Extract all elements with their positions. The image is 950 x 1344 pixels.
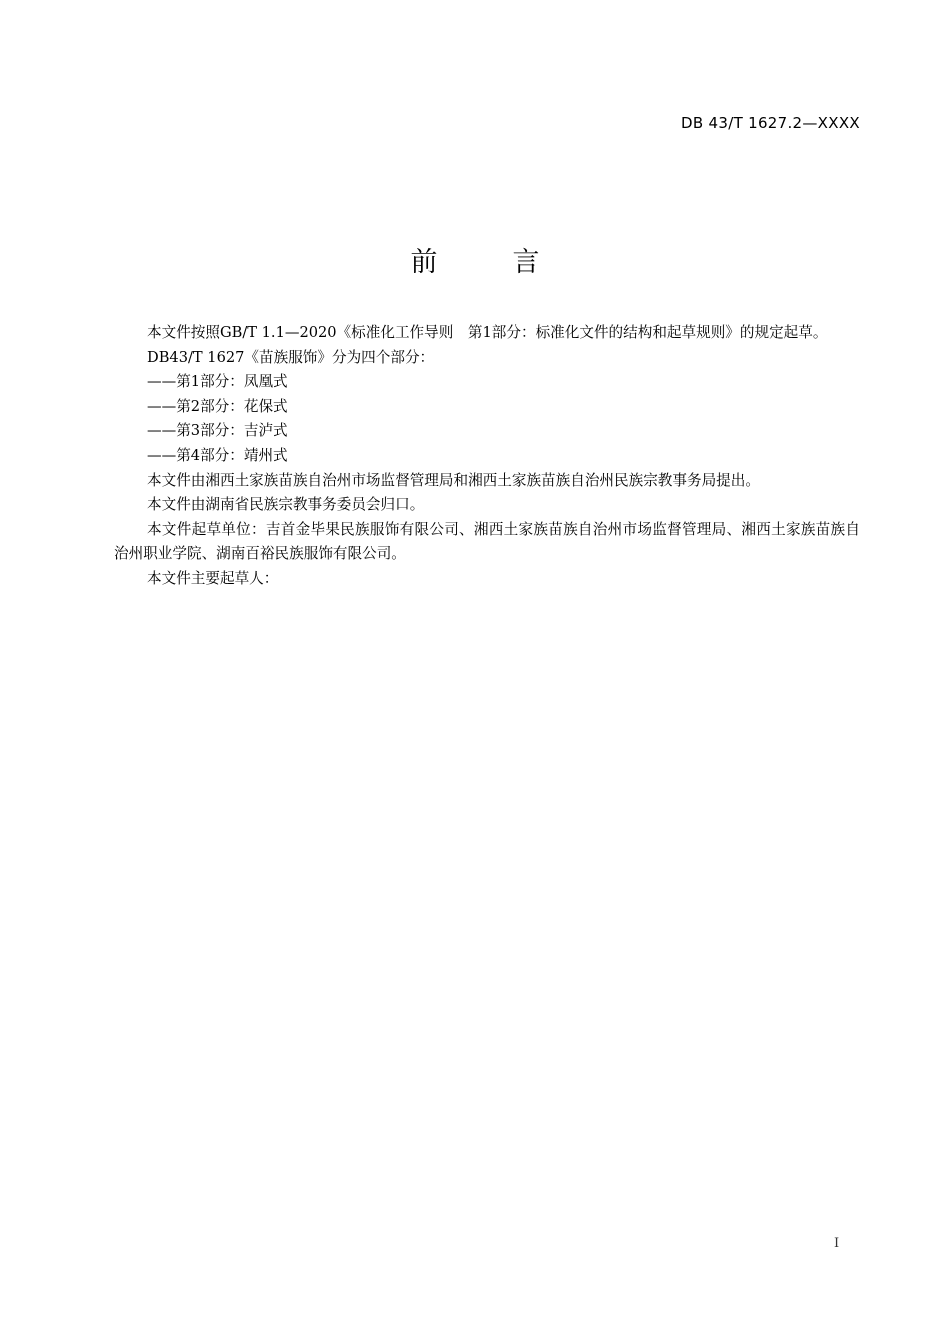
list-item-part-2: ——第2部分：花保式: [147, 397, 288, 415]
page-number: I: [834, 1236, 840, 1251]
paragraph-drafting-units: 本文件起草单位：吉首金毕果民族服饰有限公司、湘西土家族苗族自治州市场监督管理局、湘西土家族苗族自治州职业学院、湖南百裕民族服饰有限公司。: [114, 520, 860, 563]
standard-code: DB 43/T 1627.2—XXXX: [681, 114, 860, 132]
paragraph-centralized-by: 本文件由湖南省民族宗教事务委员会归口。: [147, 496, 425, 514]
section-title-preface: 前 言: [410, 247, 564, 278]
paragraph-proposed-by: 本文件由湘西土家族苗族自治州市场监督管理局和湘西土家族苗族自治州民族宗教事务局提出。: [147, 471, 760, 489]
list-item-part-4: ——第4部分：靖州式: [147, 446, 288, 464]
list-item-part-3: ——第3部分：吉泸式: [147, 422, 288, 440]
paragraph-main-drafters: 本文件主要起草人：: [147, 569, 279, 587]
paragraph-parts-intro: DB43/T 1627《苗族服饰》分为四个部分：: [147, 348, 435, 366]
list-item-part-1: ——第1部分：凤凰式: [147, 373, 288, 391]
preface-body: [114, 321, 860, 592]
paragraph-drafting-rules: 本文件按照GB/T 1.1—2020《标准化工作导则 第1部分：标准化文件的结构和起草规则》的规定起草。: [147, 324, 828, 341]
